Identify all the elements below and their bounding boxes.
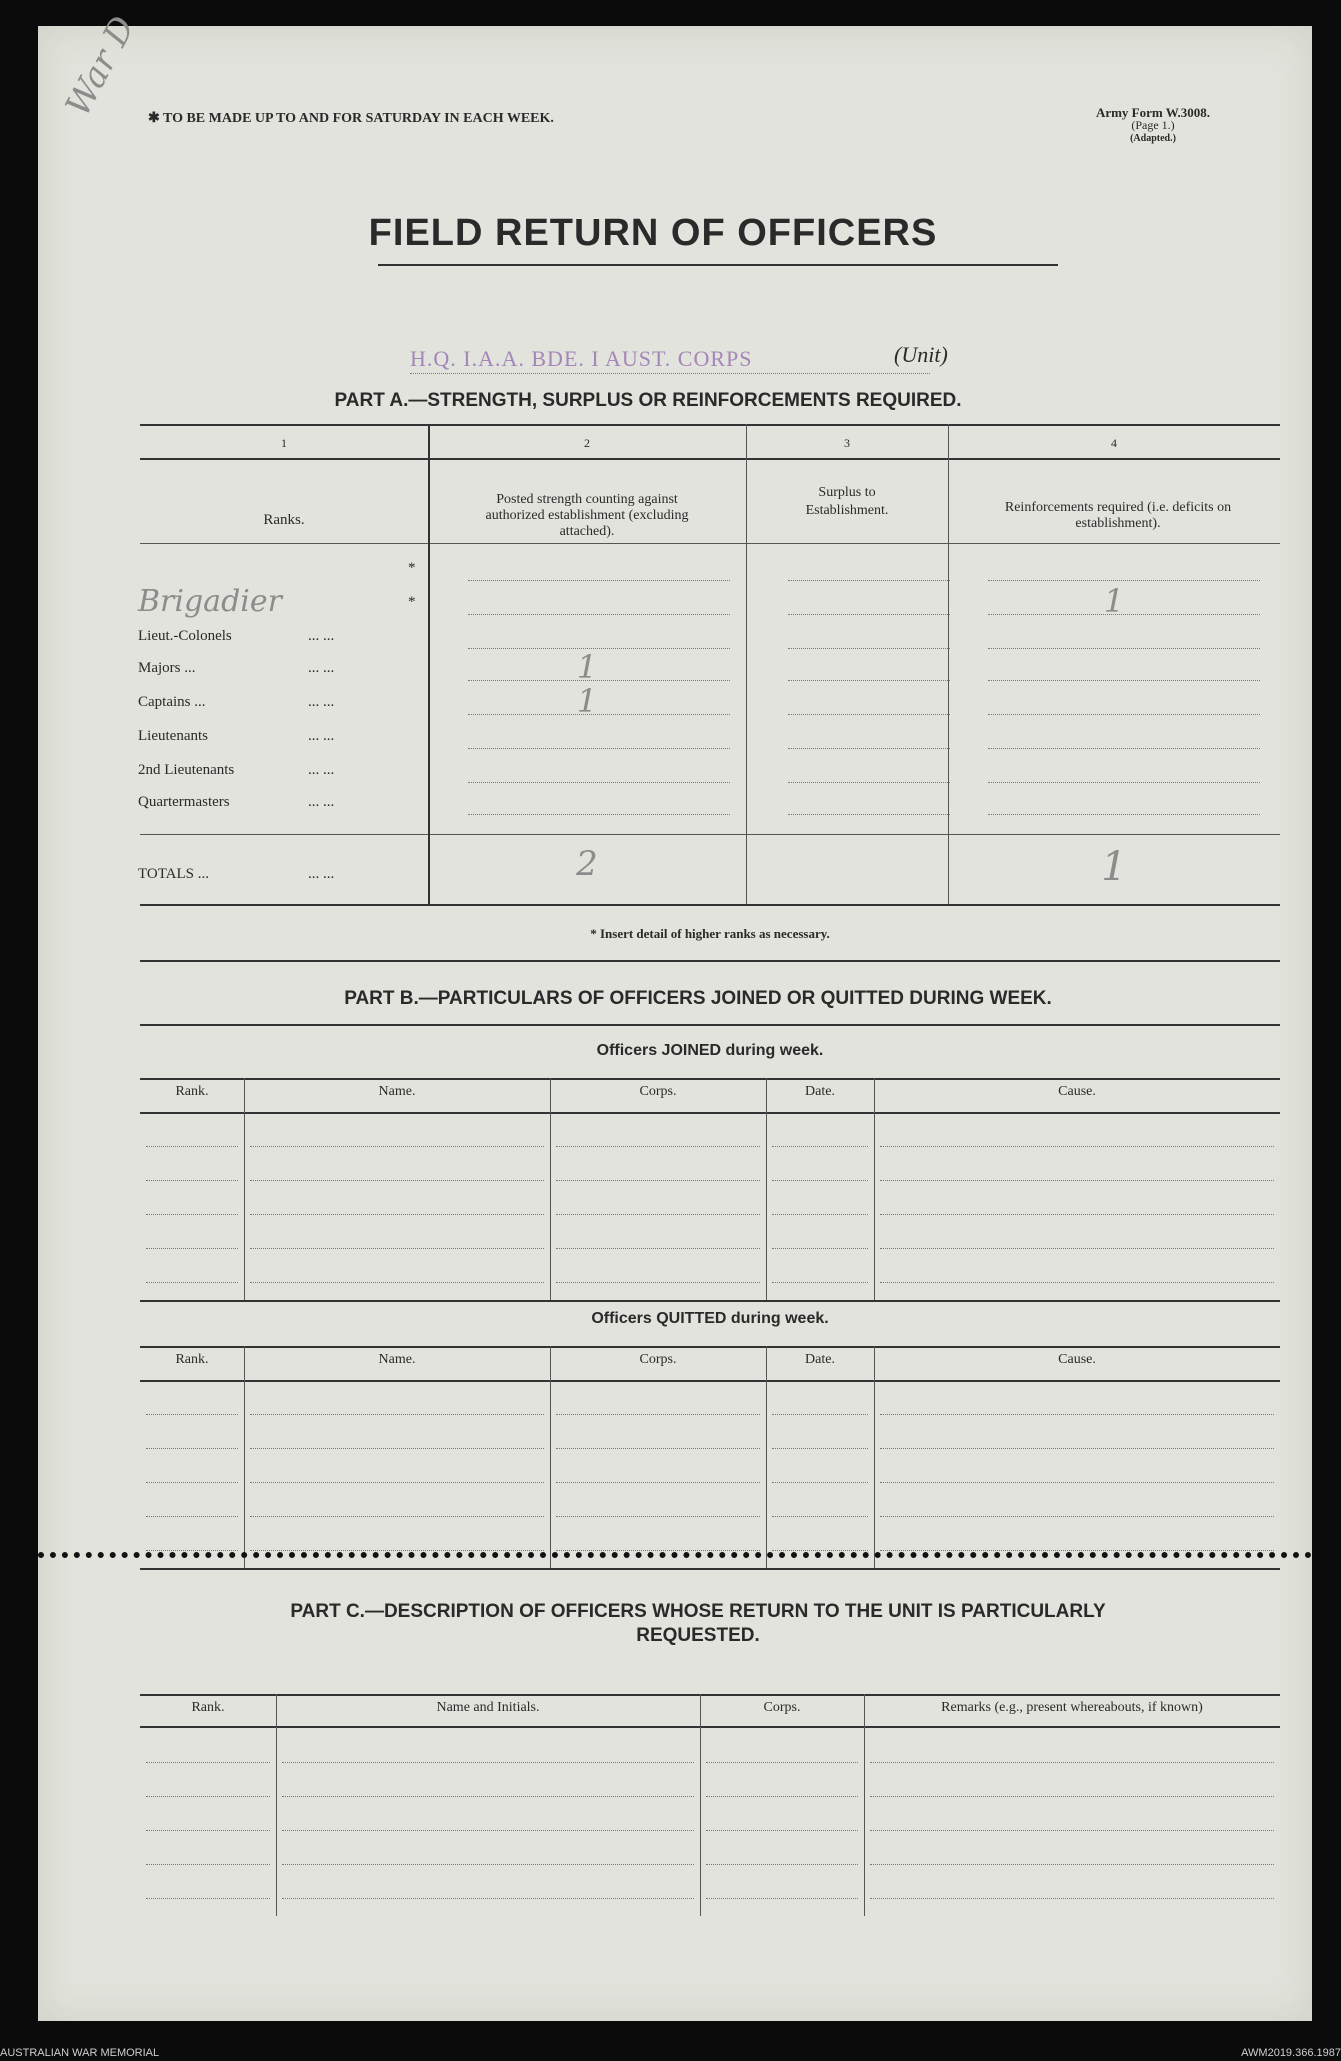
- quitted-title: Officers QUITTED during week.: [591, 1310, 829, 1327]
- column-divider: [550, 1346, 551, 1568]
- dotted-rule: [706, 1864, 858, 1865]
- dotted-rule: [706, 1762, 858, 1763]
- posted-value: 1: [576, 648, 598, 686]
- rank-label: Lieut.-Colonels: [138, 628, 232, 644]
- rank-marker: *: [408, 594, 416, 610]
- quitted-header-corps: Corps.: [639, 1352, 677, 1367]
- dotted-rule: [250, 1214, 544, 1215]
- dotted-rule: [988, 614, 1260, 615]
- dotted-rule: [282, 1762, 694, 1763]
- dotted-rule: [880, 1214, 1274, 1215]
- dotted-rule: [146, 1214, 238, 1215]
- rank-marker: ... ...: [308, 628, 335, 644]
- dotted-rule: [988, 680, 1260, 681]
- dotted-rule: [146, 1864, 270, 1865]
- dotted-rule: [880, 1516, 1274, 1517]
- perforation-line: [38, 1552, 1312, 1558]
- dotted-rule: [556, 1414, 760, 1415]
- col-number-4: 4: [1111, 436, 1117, 450]
- table-top-rule: [140, 1078, 1280, 1080]
- dotted-rule: [556, 1448, 760, 1449]
- dotted-rule: [250, 1482, 544, 1483]
- dotted-rule: [788, 782, 950, 783]
- margin-note: War D: [58, 9, 144, 123]
- header-posted-strength: Posted strength counting against authorized establishment (excluding attached).: [485, 492, 689, 539]
- header-surplus: Surplus to Establishment.: [805, 485, 889, 518]
- part-a-heading: PART A.—STRENGTH, SURPLUS OR REINFORCEMENTS REQUIRED.: [334, 390, 962, 411]
- dotted-rule: [880, 1448, 1274, 1449]
- dotted-rule: [468, 748, 730, 749]
- dotted-rule: [772, 1482, 868, 1483]
- dotted-rule: [870, 1762, 1274, 1763]
- dotted-rule: [250, 1550, 544, 1551]
- column-divider: [874, 1078, 875, 1300]
- part-c-heading-line2: REQUESTED.: [636, 1625, 760, 1646]
- dotted-rule: [556, 1282, 760, 1283]
- dotted-rule: [146, 1796, 270, 1797]
- form-id: Army Form W.3008.: [1095, 105, 1211, 120]
- dotted-rule: [788, 714, 950, 715]
- dotted-rule: [772, 1414, 868, 1415]
- dotted-rule: [146, 1482, 238, 1483]
- dotted-rule: [706, 1830, 858, 1831]
- dotted-rule: [282, 1898, 694, 1899]
- dotted-rule: [788, 814, 950, 815]
- rank-marker: ... ...: [308, 762, 335, 778]
- dotted-rule: [146, 1180, 238, 1181]
- footer-left: AUSTRALIAN WAR MEMORIAL: [0, 2047, 160, 2059]
- rank-label: Majors ...: [138, 660, 196, 676]
- part-a-footnote: * Insert detail of higher ranks as necessary.: [590, 926, 830, 941]
- dotted-rule: [146, 1762, 270, 1763]
- footer-right: AWM2019.366.1987: [1241, 2047, 1341, 2059]
- posted-value: 1: [576, 682, 598, 720]
- dotted-rule: [880, 1414, 1274, 1415]
- joined-header-cause: Cause.: [1058, 1084, 1096, 1099]
- dotted-rule: [772, 1146, 868, 1147]
- joined-header-corps: Corps.: [639, 1084, 677, 1099]
- part-b-heading: PART B.—PARTICULARS OF OFFICERS JOINED OR QUITTED DURING WEEK.: [344, 988, 1052, 1009]
- dotted-rule: [556, 1146, 760, 1147]
- table-header-rule: [140, 1112, 1280, 1114]
- totals-label: TOTALS ...: [138, 866, 210, 882]
- dotted-rule: [788, 648, 950, 649]
- dotted-rule: [788, 748, 950, 749]
- form-note: (Adapted.): [1130, 133, 1176, 144]
- dotted-rule: [250, 1282, 544, 1283]
- part-c-header-4: Remarks (e.g., present whereabouts, if known): [941, 1700, 1203, 1715]
- table-top-rule: [140, 1346, 1280, 1348]
- dotted-rule: [468, 782, 730, 783]
- dotted-rule: [706, 1898, 858, 1899]
- joined-header-rank: Rank.: [175, 1084, 209, 1099]
- dotted-rule: [556, 1516, 760, 1517]
- dotted-rule: [988, 782, 1260, 783]
- page-title: FIELD RETURN OF OFFICERS: [368, 212, 938, 254]
- totals-reinforcements: 1: [1101, 844, 1127, 890]
- col-number-1: 1: [281, 436, 287, 450]
- column-divider: [766, 1078, 767, 1300]
- dotted-rule: [988, 814, 1260, 815]
- column-divider: [244, 1078, 245, 1300]
- dotted-rule: [468, 580, 730, 581]
- rank-label: Quartermasters: [138, 794, 230, 810]
- dotted-rule: [146, 1898, 270, 1899]
- form-page: [38, 9, 1312, 2021]
- col-number-3: 3: [844, 436, 850, 450]
- dotted-rule: [146, 1146, 238, 1147]
- column-divider: [766, 1346, 767, 1568]
- dotted-rule: [146, 1414, 238, 1415]
- dotted-rule: [250, 1516, 544, 1517]
- column-divider: [864, 1694, 865, 1916]
- dotted-rule: [556, 1482, 760, 1483]
- rank-label: Brigadier: [138, 584, 282, 619]
- dotted-rule: [870, 1898, 1274, 1899]
- dotted-rule: [146, 1516, 238, 1517]
- dotted-rule: [772, 1516, 868, 1517]
- dotted-rule: [772, 1448, 868, 1449]
- dotted-rule: [706, 1796, 858, 1797]
- dotted-rule: [880, 1146, 1274, 1147]
- dotted-rule: [880, 1282, 1274, 1283]
- dotted-rule: [468, 614, 730, 615]
- dotted-rule: [250, 1146, 544, 1147]
- rank-label: Captains ...: [138, 694, 206, 710]
- table-header-rule: [140, 1380, 1280, 1382]
- dotted-rule: [788, 680, 950, 681]
- header-reinforcements: Reinforcements required (i.e. deficits on establishment).: [1004, 500, 1232, 531]
- dotted-rule: [880, 1550, 1274, 1551]
- part-c-header-2: Name and Initials.: [436, 1700, 540, 1715]
- dotted-rule: [772, 1214, 868, 1215]
- dotted-rule: [772, 1180, 868, 1181]
- dotted-rule: [556, 1180, 760, 1181]
- quitted-header-date: Date.: [805, 1352, 835, 1367]
- rank-marker: *: [408, 560, 416, 576]
- dotted-rule: [988, 748, 1260, 749]
- rank-marker: ... ...: [308, 694, 335, 710]
- dotted-rule: [556, 1550, 760, 1551]
- rank-marker: ... ...: [308, 660, 335, 676]
- totals-marker: ... ...: [308, 866, 335, 882]
- dotted-rule: [146, 1248, 238, 1249]
- dotted-rule: [880, 1248, 1274, 1249]
- dotted-rule: [772, 1248, 868, 1249]
- dotted-rule: [468, 680, 730, 681]
- dotted-rule: [772, 1282, 868, 1283]
- dotted-rule: [468, 714, 730, 715]
- dotted-rule: [250, 1180, 544, 1181]
- instruction-text: [148, 110, 554, 127]
- dotted-rule: [556, 1248, 760, 1249]
- rank-label: 2nd Lieutenants: [138, 762, 235, 778]
- dotted-rule: [282, 1830, 694, 1831]
- joined-header-date: Date.: [805, 1084, 835, 1099]
- table-header-rule: [140, 1726, 1280, 1728]
- table-top-rule: [140, 1694, 1280, 1696]
- quitted-header-name: Name.: [378, 1352, 416, 1367]
- dotted-rule: [556, 1214, 760, 1215]
- form-identifier: [1048, 106, 1258, 145]
- column-divider: [244, 1346, 245, 1568]
- part-c-header-1: Rank.: [191, 1700, 225, 1715]
- dotted-rule: [146, 1448, 238, 1449]
- quitted-header-cause: Cause.: [1058, 1352, 1096, 1367]
- dotted-rule: [788, 614, 950, 615]
- col-number-2: 2: [584, 436, 590, 450]
- dotted-rule: [870, 1830, 1274, 1831]
- dotted-rule: [880, 1180, 1274, 1181]
- rank-label: Lieutenants: [138, 728, 208, 744]
- asterisk-icon: ✱: [148, 111, 163, 126]
- dotted-rule: [870, 1796, 1274, 1797]
- quitted-header-rank: Rank.: [175, 1352, 209, 1367]
- unit-label: (Unit): [894, 342, 948, 367]
- table-bottom-rule: [140, 1568, 1280, 1570]
- column-divider: [700, 1694, 701, 1916]
- form-page: (Page 1.): [1131, 118, 1175, 132]
- dotted-rule: [880, 1482, 1274, 1483]
- dotted-rule: [988, 648, 1260, 649]
- dotted-rule: [146, 1830, 270, 1831]
- table-bottom-rule: [140, 1300, 1280, 1302]
- dotted-rule: [146, 1550, 238, 1551]
- joined-title: Officers JOINED during week.: [596, 1042, 824, 1059]
- part-c-heading: [98, 1600, 1298, 1648]
- dotted-rule: [282, 1864, 694, 1865]
- totals-posted: 2: [576, 844, 598, 884]
- header-ranks: Ranks.: [263, 512, 305, 528]
- column-divider: [874, 1346, 875, 1568]
- dotted-rule: [772, 1550, 868, 1551]
- dotted-rule: [988, 714, 1260, 715]
- dotted-rule: [250, 1248, 544, 1249]
- joined-header-name: Name.: [378, 1084, 416, 1099]
- reinforcements-value: 1: [1103, 582, 1125, 620]
- dotted-rule: [250, 1414, 544, 1415]
- dotted-rule: [250, 1448, 544, 1449]
- part-c-header-3: Corps.: [763, 1700, 801, 1715]
- dotted-rule: [870, 1864, 1274, 1865]
- rank-marker: ... ...: [308, 728, 335, 744]
- dotted-rule: [282, 1796, 694, 1797]
- instruction-label: TO BE MADE UP TO AND FOR SATURDAY IN EACH WEEK.: [162, 111, 554, 126]
- unit-stamp: H.Q. I.A.A. BDE. I AUST. CORPS: [410, 346, 753, 371]
- column-divider: [550, 1078, 551, 1300]
- rank-marker: ... ...: [308, 794, 335, 810]
- column-divider: [276, 1694, 277, 1916]
- dotted-rule: [988, 580, 1260, 581]
- part-c-heading-line1: PART C.—DESCRIPTION OF OFFICERS WHOSE RETURN TO THE UNIT IS PARTICULARLY: [290, 1601, 1106, 1622]
- dotted-rule: [146, 1282, 238, 1283]
- dotted-rule: [468, 814, 730, 815]
- dotted-rule: [788, 580, 950, 581]
